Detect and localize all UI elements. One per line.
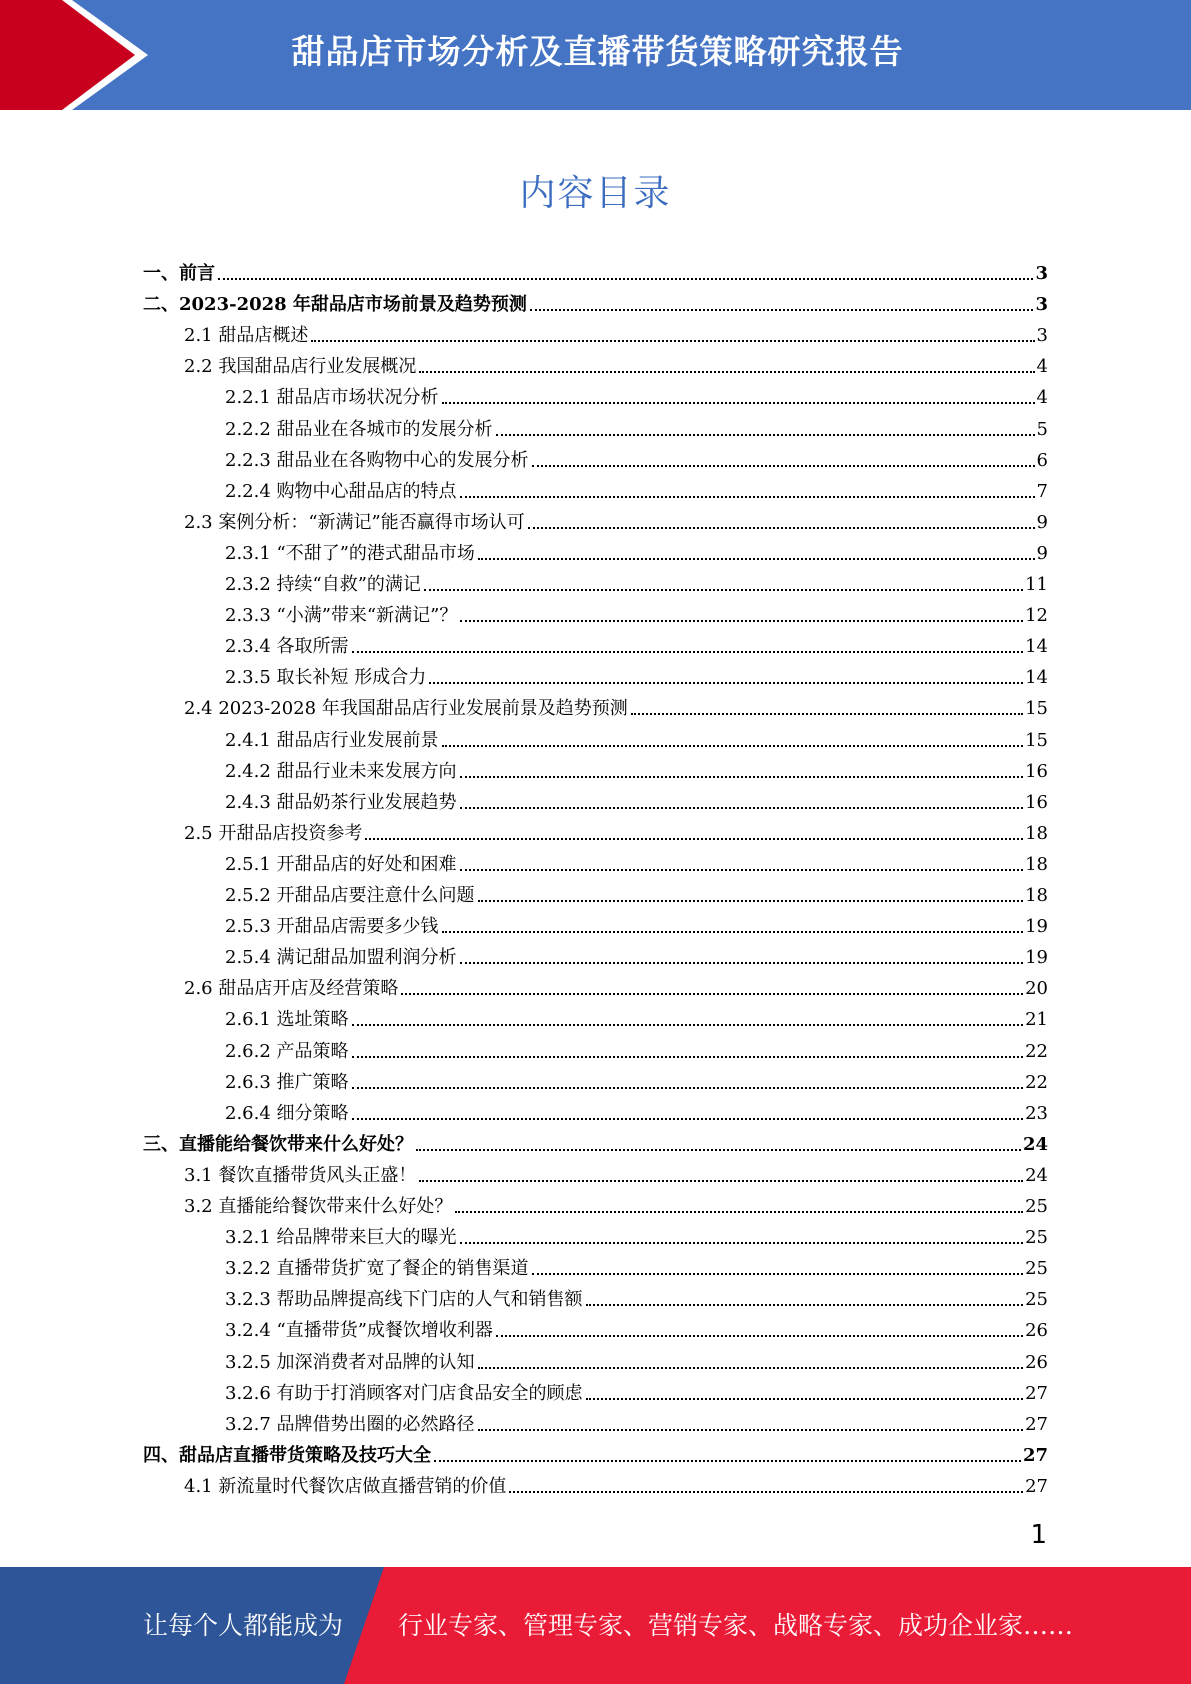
toc-dot-leader bbox=[478, 1429, 1024, 1431]
toc-entry-page: 25 bbox=[1025, 1258, 1048, 1280]
toc-entry[interactable] bbox=[143, 627, 1048, 658]
toc-entry-label: 2.3.3 “小满”带来“新满记”？ bbox=[225, 605, 458, 627]
toc-entry[interactable] bbox=[143, 254, 1048, 285]
toc-entry-label: 四、甜品店直播带货策略及技巧大全 bbox=[143, 1444, 431, 1466]
toc-dot-leader bbox=[478, 900, 1024, 902]
toc-entry[interactable] bbox=[143, 1311, 1048, 1342]
toc-entry[interactable] bbox=[143, 845, 1048, 876]
toc-dot-leader bbox=[416, 1149, 1021, 1151]
toc-entry[interactable] bbox=[143, 472, 1048, 503]
toc-dot-leader bbox=[496, 434, 1035, 436]
toc-entry-label: 二、2023-2028 年甜品店市场前景及趋势预测 bbox=[143, 294, 527, 316]
toc-entry-label: 2.3.5 取长补短 形成合力 bbox=[225, 667, 427, 689]
toc-entry[interactable] bbox=[143, 658, 1048, 689]
toc-dot-leader bbox=[460, 962, 1024, 964]
toc-entry[interactable] bbox=[143, 1343, 1048, 1374]
toc-dot-leader bbox=[218, 278, 1033, 280]
toc-entry-page: 11 bbox=[1025, 574, 1048, 595]
toc-dot-leader bbox=[455, 1211, 1023, 1213]
page-number: 1 bbox=[1030, 1520, 1047, 1550]
toc-entry-label: 2.4 2023-2028 年我国甜品店行业发展前景及趋势预测 bbox=[184, 698, 628, 720]
toc-dot-leader bbox=[532, 465, 1035, 467]
toc-entry-label: 2.6.3 推广策略 bbox=[225, 1071, 349, 1093]
toc-dot-leader bbox=[460, 807, 1024, 809]
toc-dot-leader bbox=[424, 589, 1023, 591]
toc-entry-label: 2.2.1 甜品店市场状况分析 bbox=[225, 387, 439, 409]
toc-entry-page: 25 bbox=[1025, 1196, 1048, 1217]
toc-entry-page: 7 bbox=[1036, 480, 1048, 502]
toc-entry-page: 24 bbox=[1022, 1133, 1048, 1155]
toc-entry[interactable] bbox=[143, 316, 1048, 347]
toc-entry-page: 14 bbox=[1025, 667, 1048, 689]
toc-entry-label: 2.1 甜品店概述 bbox=[184, 325, 309, 347]
toc-dot-leader bbox=[419, 371, 1034, 373]
toc-entry[interactable] bbox=[143, 752, 1048, 783]
toc-dot-leader bbox=[478, 1367, 1024, 1369]
toc-dot-leader bbox=[442, 745, 1024, 747]
toc-entry-page: 15 bbox=[1025, 729, 1048, 751]
toc-dot-leader bbox=[429, 682, 1023, 684]
toc-entry[interactable] bbox=[143, 534, 1048, 565]
toc-dot-leader bbox=[434, 1460, 1021, 1462]
toc-entry-page: 6 bbox=[1036, 449, 1048, 471]
toc-entry[interactable] bbox=[143, 876, 1048, 907]
toc-entry-label: 2.5.1 开甜品店的好处和困难 bbox=[225, 853, 457, 875]
toc-entry[interactable] bbox=[143, 410, 1048, 441]
header-band bbox=[0, 0, 1191, 110]
toc-dot-leader bbox=[460, 776, 1024, 778]
toc-entry[interactable] bbox=[143, 503, 1048, 534]
toc-entry-page: 19 bbox=[1025, 916, 1048, 938]
toc-entry-page: 22 bbox=[1025, 1071, 1048, 1093]
toc-dot-leader bbox=[509, 1491, 1023, 1493]
toc-entry-label: 3.2.5 加深消费者对品牌的认知 bbox=[225, 1351, 475, 1373]
toc-dot-leader bbox=[311, 340, 1034, 342]
toc-dot-leader bbox=[478, 558, 1035, 560]
toc-entry-label: 3.2.2 直播带货扩宽了餐企的销售渠道 bbox=[225, 1258, 529, 1280]
toc-entry[interactable] bbox=[143, 1249, 1048, 1280]
toc-entry-page: 23 bbox=[1025, 1102, 1048, 1124]
toc-entry[interactable] bbox=[143, 814, 1048, 845]
toc-entry-page: 18 bbox=[1025, 853, 1048, 875]
toc-dot-leader bbox=[365, 838, 1023, 840]
toc-entry[interactable] bbox=[143, 721, 1048, 752]
toc-entry-label: 三、直播能给餐饮带来什么好处？ bbox=[143, 1133, 413, 1155]
toc-entry[interactable] bbox=[143, 1436, 1048, 1467]
toc-dot-leader bbox=[352, 1118, 1024, 1120]
toc-dot-leader bbox=[586, 1304, 1024, 1306]
toc-entry-page: 20 bbox=[1025, 978, 1048, 1000]
toc-entry-page: 3 bbox=[1035, 263, 1048, 284]
toc-entry[interactable] bbox=[143, 938, 1048, 969]
toc-entry-page: 16 bbox=[1025, 791, 1048, 813]
toc-dot-leader bbox=[352, 1087, 1024, 1089]
toc-entry[interactable] bbox=[143, 1218, 1048, 1249]
toc-entry-page: 27 bbox=[1025, 1413, 1048, 1435]
toc-entry-label: 2.6.1 选址策略 bbox=[225, 1009, 349, 1031]
toc-dot-leader bbox=[530, 309, 1034, 311]
toc-entry-page: 4 bbox=[1036, 356, 1048, 378]
toc-entry-page: 24 bbox=[1025, 1164, 1048, 1186]
toc-entry-page: 3 bbox=[1036, 325, 1048, 347]
report-title: 甜品店市场分析及直播带货策略研究报告 bbox=[291, 32, 904, 71]
toc-entry[interactable] bbox=[143, 1467, 1048, 1498]
toc-entry-page: 18 bbox=[1025, 885, 1048, 906]
toc-entry[interactable] bbox=[143, 1280, 1048, 1311]
toc-entry-page: 9 bbox=[1036, 511, 1048, 533]
toc-entry-page: 19 bbox=[1025, 947, 1048, 969]
toc-entry[interactable] bbox=[143, 783, 1048, 814]
toc-entry[interactable] bbox=[143, 1405, 1048, 1436]
toc-entry-label: 2.3.4 各取所需 bbox=[225, 636, 349, 658]
toc-entry-page: 25 bbox=[1025, 1227, 1048, 1249]
toc-entry-label: 4.1 新流量时代餐饮店做直播营销的价值 bbox=[184, 1475, 507, 1497]
toc-entry-page: 14 bbox=[1025, 636, 1048, 658]
toc-entry-label: 2.6.4 细分策略 bbox=[225, 1102, 349, 1124]
toc-entry-page: 27 bbox=[1025, 1382, 1048, 1404]
toc-entry[interactable] bbox=[143, 1187, 1048, 1218]
toc-entry-page: 12 bbox=[1025, 605, 1048, 627]
toc-entry-page: 9 bbox=[1036, 542, 1048, 564]
toc-entry-label: 3.2 直播能给餐饮带来什么好处？ bbox=[184, 1196, 453, 1217]
footer-slogan-right: 行业专家、管理专家、营销专家、战略专家、成功企业家…… bbox=[398, 1611, 1074, 1640]
toc-entry[interactable] bbox=[143, 565, 1048, 596]
toc-entry-label: 2.2.2 甜品业在各城市的发展分析 bbox=[225, 418, 493, 440]
toc-entry-label: 2.2.4 购物中心甜品店的特点 bbox=[225, 480, 457, 502]
toc-entry-page: 16 bbox=[1025, 760, 1048, 782]
toc-dot-leader bbox=[352, 1056, 1024, 1058]
toc-dot-leader bbox=[631, 713, 1023, 715]
toc-entry[interactable] bbox=[143, 285, 1048, 316]
toc-entry[interactable] bbox=[143, 1094, 1048, 1125]
toc-entry-label: 2.2.3 甜品业在各购物中心的发展分析 bbox=[225, 449, 529, 471]
toc-dot-leader bbox=[401, 993, 1023, 995]
toc-dot-leader bbox=[528, 527, 1035, 529]
footer-band bbox=[0, 1567, 1191, 1684]
toc-entry-page: 22 bbox=[1025, 1040, 1048, 1062]
toc-entry-label: 3.2.7 品牌借势出圈的必然路径 bbox=[225, 1413, 475, 1435]
toc-entry-page: 4 bbox=[1036, 387, 1048, 409]
toc-entry-label: 3.1 餐饮直播带货风头正盛！ bbox=[184, 1164, 417, 1186]
toc-entry[interactable] bbox=[143, 1000, 1048, 1031]
toc-entry[interactable] bbox=[143, 1156, 1048, 1187]
toc-entry-label: 2.2 我国甜品店行业发展概况 bbox=[184, 356, 417, 378]
toc-entry-label: 一、前言 bbox=[143, 263, 215, 284]
toc-entry-label: 2.3.2 持续“自救”的满记 bbox=[225, 574, 421, 595]
toc-dot-leader bbox=[460, 1242, 1024, 1244]
toc-entry-label: 2.5.3 开甜品店需要多少钱 bbox=[225, 916, 439, 938]
toc-dot-leader bbox=[352, 1024, 1024, 1026]
toc-entry-label: 2.5 开甜品店投资参考 bbox=[184, 822, 363, 844]
toc-dot-leader bbox=[419, 1180, 1023, 1182]
toc-dot-leader bbox=[352, 651, 1024, 653]
toc-entry-label: 2.4.3 甜品奶茶行业发展趋势 bbox=[225, 791, 457, 813]
toc-entry-label: 2.3 案例分析：“新满记”能否赢得市场认可 bbox=[184, 511, 525, 533]
toc-entry-label: 3.2.4 “直播带货”成餐饮增收利器 bbox=[225, 1320, 493, 1342]
toc-entry-label: 2.6.2 产品策略 bbox=[225, 1040, 349, 1062]
toc-dot-leader bbox=[496, 1335, 1023, 1337]
toc-entry-label: 2.5.2 开甜品店要注意什么问题 bbox=[225, 885, 475, 906]
toc-entry-label: 2.4.1 甜品店行业发展前景 bbox=[225, 729, 439, 751]
toc-entry-label: 2.4.2 甜品行业未来发展方向 bbox=[225, 760, 457, 782]
toc-entry-label: 2.3.1 “不甜了”的港式甜品市场 bbox=[225, 542, 475, 564]
toc-entry[interactable] bbox=[143, 378, 1048, 409]
toc-entry[interactable] bbox=[143, 689, 1048, 720]
toc-entry[interactable] bbox=[143, 441, 1048, 472]
toc-entry[interactable] bbox=[143, 1032, 1048, 1063]
toc-entry-page: 15 bbox=[1025, 698, 1048, 720]
toc-entry-page: 27 bbox=[1022, 1444, 1048, 1466]
toc-entry[interactable] bbox=[143, 347, 1048, 378]
toc-entry-label: 3.2.3 帮助品牌提高线下门店的人气和销售额 bbox=[225, 1289, 583, 1311]
toc-dot-leader bbox=[442, 931, 1024, 933]
toc-dot-leader bbox=[460, 869, 1024, 871]
toc-entry[interactable] bbox=[143, 969, 1048, 1000]
toc-entry-page: 25 bbox=[1025, 1289, 1048, 1311]
toc-entry[interactable] bbox=[143, 1374, 1048, 1405]
toc-entry-page: 26 bbox=[1025, 1351, 1048, 1373]
toc-entry-page: 3 bbox=[1035, 294, 1048, 316]
toc-dot-leader bbox=[460, 620, 1023, 622]
toc-entry-page: 27 bbox=[1025, 1475, 1048, 1497]
toc-entry-label: 3.2.6 有助于打消顾客对门店食品安全的顾虑 bbox=[225, 1382, 583, 1404]
toc-entry-page: 5 bbox=[1036, 418, 1048, 440]
toc-heading: 内容目录 bbox=[519, 173, 672, 214]
toc-entry[interactable] bbox=[143, 907, 1048, 938]
footer-slogan-left: 让每个人都能成为 bbox=[143, 1611, 344, 1640]
toc-dot-leader bbox=[442, 402, 1035, 404]
toc-entry[interactable] bbox=[143, 1125, 1048, 1156]
toc-entry-page: 21 bbox=[1025, 1009, 1048, 1031]
toc-dot-leader bbox=[586, 1398, 1024, 1400]
toc-entry-label: 3.2.1 给品牌带来巨大的曝光 bbox=[225, 1227, 457, 1249]
toc-entry-page: 18 bbox=[1025, 822, 1048, 844]
toc-entry[interactable] bbox=[143, 596, 1048, 627]
toc-entry-label: 2.5.4 满记甜品加盟利润分析 bbox=[225, 947, 457, 969]
toc-dot-leader bbox=[460, 496, 1035, 498]
toc-entry-label: 2.6 甜品店开店及经营策略 bbox=[184, 978, 399, 1000]
toc-entry-page: 26 bbox=[1025, 1320, 1048, 1342]
toc-dot-leader bbox=[532, 1273, 1024, 1275]
toc-entry[interactable] bbox=[143, 1063, 1048, 1094]
